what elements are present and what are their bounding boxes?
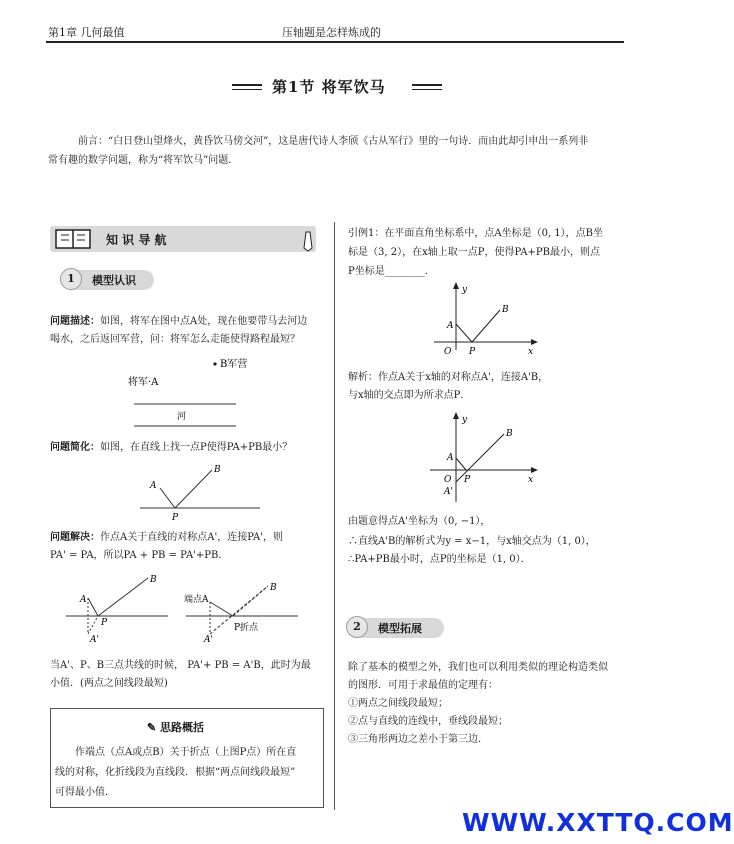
simplify-line: [50, 438, 292, 458]
knowledge-nav-banner: [50, 226, 316, 252]
left-fig-PB: [98, 578, 148, 616]
knowledge-nav-title: 知 识 导 航: [106, 233, 167, 247]
label-P: P: [172, 513, 179, 523]
graph1-x: x: [528, 347, 534, 357]
model2-title: 模型拓展: [378, 622, 422, 635]
extend-line-5: ③三角形两边之差小于第三边．: [348, 734, 488, 745]
coordinate-graph-2: [426, 410, 546, 506]
graph2-O: O: [444, 475, 452, 485]
problem-desc-label: 问题描述：: [50, 316, 100, 327]
title-deco-right: [412, 84, 442, 86]
river-label: 河: [177, 412, 187, 422]
extend-line-3: ①两点之间线段最短；: [348, 698, 448, 709]
segment-PB: [175, 470, 212, 508]
title-deco-left: [232, 84, 262, 86]
analysis-line-1: 解析：作点A关于x轴的对称点A'，连接A'B，: [348, 372, 549, 383]
conclusion-line-1: 当A'、P、B三点共线的时候， PA'+ PB = A'B，此时为最: [50, 660, 311, 671]
left-fig-A: A: [80, 595, 87, 605]
graph1-A: A: [447, 321, 454, 331]
problem-desc-line-1: [50, 312, 307, 332]
title-deco-left-2: [232, 89, 262, 90]
segment-PA: [160, 488, 175, 508]
summary-title-wrap: [147, 719, 204, 735]
label-B: B: [214, 465, 221, 475]
y-axis-arrow: [453, 282, 459, 289]
problem-desc-line-2: 喝水，之后返回军营，问：将军怎么走能使得路程最短？: [50, 334, 300, 345]
figure-simplify: [130, 458, 270, 524]
intro-line-1: 前言：“白日登山望烽火，黄昏饮马傍交河”，这是唐代诗人李颀《古从军行》里的一句诗．而由此却引申出一系列非: [78, 136, 589, 147]
summary-box: [50, 708, 324, 808]
graph1-O: O: [444, 347, 452, 357]
general-label: 将军·A: [128, 377, 159, 388]
right-fig-PA: [210, 602, 233, 616]
conclusion-line-2: 小值．(两点之间线段最短): [50, 678, 168, 689]
pencil-icon: [300, 228, 316, 250]
summary-title: 思路概括: [160, 721, 205, 734]
graph1-B: B: [502, 305, 509, 315]
book-icon: [54, 228, 94, 250]
header-rule: [46, 41, 624, 43]
segment-PB: [472, 310, 500, 342]
solve-line-1: [50, 528, 283, 548]
left-fig-P: P: [101, 618, 108, 628]
graph1-y: y: [462, 285, 468, 295]
graph2-x: x: [528, 475, 534, 485]
figure-general-river: [120, 352, 260, 432]
example-line-2: 标是（3, 2），在x轴上取一点P，使得PA+PB最小，则点: [348, 247, 600, 258]
example-line-1: 引例1：在平面直角坐标系中，点A坐标是（0, 1），点B坐: [348, 228, 604, 239]
coordinate-graph-1: [426, 280, 546, 360]
answer-line-2: ∴直线A'B的解析式为y = x−1，与x轴交点为（1, 0），: [348, 536, 596, 547]
extend-line-2: 的图形．可用于求最值的定理有：: [348, 680, 498, 691]
example-line-3: P坐标是________．: [348, 266, 435, 277]
chapter-header: 第1章 几何最值: [48, 26, 125, 39]
left-fig-PA1: [88, 616, 98, 634]
intro-line-2: 常有趣的数学问题，称为“将军饮马”问题．: [48, 155, 239, 166]
summary-line-3: 可得最小值．: [55, 787, 115, 798]
summary-line-1: 作端点（点A或点B）关于折点（上图P点）所在直: [75, 747, 297, 758]
analysis-line-2: 与x轴的交点即为所求点P．: [348, 390, 471, 401]
graph2-y: y: [462, 415, 468, 425]
model1-badge: 1: [60, 268, 82, 290]
label-A: A: [150, 481, 157, 491]
section-title: 第1节 将军饮马: [272, 78, 386, 96]
graph2-B: B: [506, 429, 513, 439]
segment-AP-2: [456, 458, 466, 470]
simplify-label: 问题简化：: [50, 442, 100, 453]
extend-line-4: ②点与直线的连线中，垂线段最短；: [348, 716, 508, 727]
left-fig-B: B: [150, 575, 157, 585]
right-fig-end-label: 端点A: [184, 595, 209, 605]
x-axis-arrow-2: [531, 467, 538, 473]
solve-line-2: PA' = PA，所以PA + PB = PA'+PB．: [50, 550, 229, 561]
camp-point: [213, 362, 216, 365]
graph1-P: P: [469, 347, 476, 357]
title-deco-right-2: [412, 89, 442, 90]
figure-reflection: [66, 568, 306, 648]
model2-badge: 2: [346, 616, 368, 638]
segment-AP: [456, 324, 472, 342]
simplify-text: 如图，在直线上找一点P使得PA+PB最小？: [100, 442, 293, 453]
right-fig-B: B: [270, 583, 277, 593]
left-fig-PA: [88, 598, 98, 616]
watermark-logo: WWW.XXTTQ.COM: [462, 808, 734, 837]
solve-text-1: 作点A关于直线的对称点A'，连接PA'，则: [100, 532, 283, 543]
right-fig-A1: A': [204, 635, 213, 645]
solve-label: 问题解决：: [50, 532, 100, 543]
pen-icon: ✎: [147, 721, 161, 734]
problem-desc-text-1: 如图，将军在图中点A处，现在他要带马去河边: [100, 316, 308, 327]
graph2-P: P: [464, 475, 471, 485]
graph2-A1: A': [444, 487, 453, 497]
answer-line-3: ∴PA+PB最小时，点P的坐标是（1, 0）．: [348, 554, 531, 565]
camp-label: B军营: [220, 359, 248, 370]
x-axis-arrow: [531, 339, 538, 345]
extend-line-1: 除了基本的模型之外，我们也可以利用类似的理论构造类似: [348, 662, 608, 673]
graph2-A: A: [447, 453, 454, 463]
model1-title: 模型认识: [92, 274, 136, 287]
y-axis-arrow-2: [453, 412, 459, 419]
column-divider: [334, 222, 335, 810]
answer-line-1: 由题意得点A'坐标为（0, −1），: [348, 516, 491, 527]
book-title: 压轴题是怎样炼成的: [282, 26, 381, 39]
left-fig-A1: A': [90, 635, 99, 645]
right-fig-fold-label: P折点: [234, 623, 259, 633]
summary-line-2: 线的对称，化折线段为直线段．根据“两点间线段最短”: [55, 767, 296, 778]
